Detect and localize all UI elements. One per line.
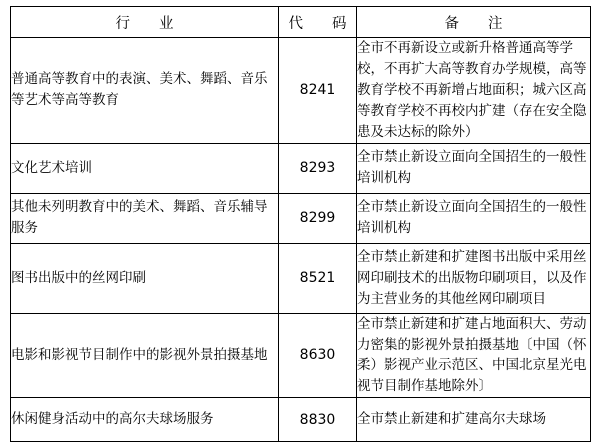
cell-remark: 全市禁止新建和扩建占地面积大、劳动力密集的影视外景拍摄基地〔中国（怀柔）影视产业示范区、中国北京星光电视节目制作基地除外〕 (357, 313, 591, 398)
table-body (11, 38, 591, 442)
cell-industry: 文化艺术培训 (11, 143, 279, 193)
cell-industry: 普通高等教育中的表演、美术、舞蹈、音乐等艺术等高等教育 (11, 38, 279, 144)
restricted-industry-table (10, 6, 591, 442)
cell-code: 8241 (279, 38, 357, 144)
table-row (11, 313, 591, 398)
column-header-remark: 备 注 (357, 7, 591, 38)
column-header-code: 代 码 (279, 7, 357, 38)
document-page (0, 6, 600, 446)
table-header-row (11, 7, 591, 38)
table-row (11, 193, 591, 243)
cell-remark: 全市禁止新设立面向全国招生的一般性培训机构 (357, 143, 591, 193)
cell-code: 8521 (279, 243, 357, 313)
cell-remark: 全市禁止新建和扩建高尔夫球场 (357, 398, 591, 442)
cell-code: 8293 (279, 143, 357, 193)
cell-industry: 图书出版中的丝网印刷 (11, 243, 279, 313)
cell-industry: 其他未列明教育中的美术、舞蹈、音乐辅导服务 (11, 193, 279, 243)
table-row (11, 243, 591, 313)
cell-code: 8630 (279, 313, 357, 398)
cell-remark: 全市禁止新建和扩建图书出版中采用丝网印刷技术的出版物印刷项目，以及作为主营业务的其他丝网印刷项目 (357, 243, 591, 313)
table-row (11, 38, 591, 144)
column-header-industry: 行 业 (11, 7, 279, 38)
table-header (11, 7, 591, 38)
cell-remark: 全市不再新设立或新升格普通高等学校，不再扩大高等教育办学规模，高等教育学校不再新增占地面积；城六区高等教育学校不再校内扩建（存在安全隐患及未达标的除外） (357, 38, 591, 144)
cell-remark: 全市禁止新设立面向全国招生的一般性培训机构 (357, 193, 591, 243)
cell-industry: 休闲健身活动中的高尔夫球场服务 (11, 398, 279, 442)
cell-code: 8299 (279, 193, 357, 243)
cell-code: 8830 (279, 398, 357, 442)
cell-industry: 电影和影视节目制作中的影视外景拍摄基地 (11, 313, 279, 398)
table-row (11, 398, 591, 442)
table-row (11, 143, 591, 193)
